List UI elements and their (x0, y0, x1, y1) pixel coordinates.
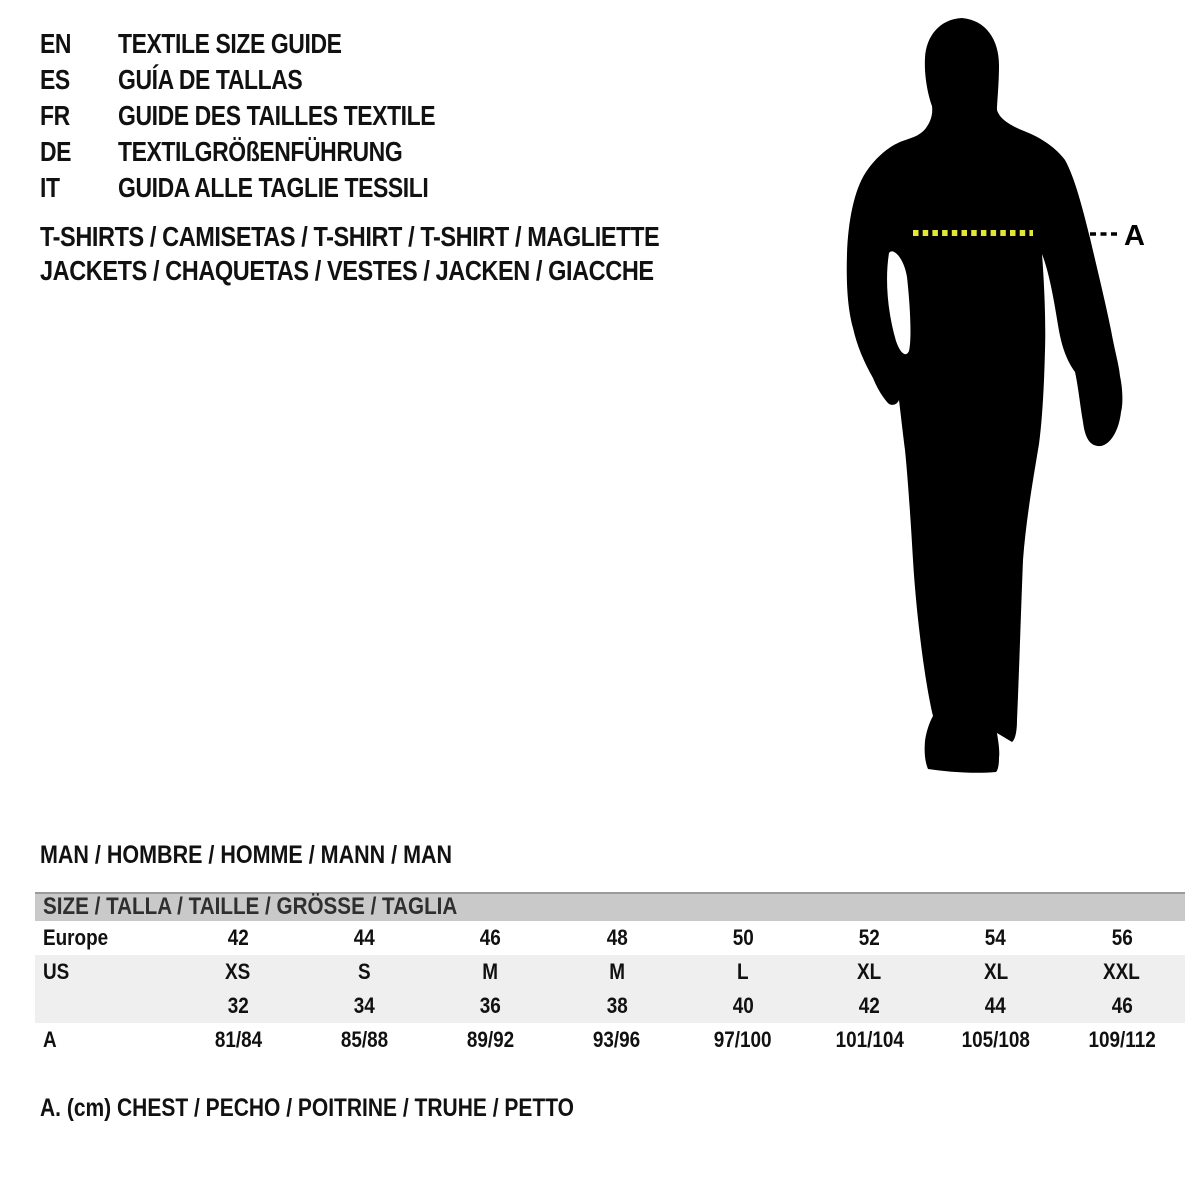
size-value-text: XS (225, 959, 251, 984)
size-value-text: 50 (732, 925, 754, 950)
size-value (428, 925, 554, 951)
size-value-text: 46 (1111, 993, 1133, 1018)
size-value (680, 959, 806, 985)
size-row-label-text: A (43, 1027, 57, 1052)
size-value-text: 36 (480, 993, 502, 1018)
language-code-text: DE (40, 136, 72, 167)
size-value (680, 1027, 806, 1053)
language-label (118, 172, 505, 204)
size-row (35, 989, 1185, 1023)
language-code (40, 100, 118, 132)
man-silhouette-figure (840, 10, 1160, 800)
size-value-text: 44 (985, 993, 1007, 1018)
language-code (40, 64, 118, 96)
size-value (175, 959, 301, 985)
size-table (35, 892, 1185, 1057)
size-value-text: 52 (858, 925, 880, 950)
size-value-text: 85/88 (340, 1027, 389, 1052)
language-label-text: GUÍA DE TALLAS (118, 64, 303, 95)
size-value-text: L (737, 959, 749, 984)
size-row-label (35, 1027, 175, 1053)
section-title-text: MAN / HOMBRE / HOMME / MANN / MAN (40, 841, 453, 869)
size-value (554, 993, 680, 1019)
category-list (40, 220, 777, 288)
size-row-label (35, 959, 175, 985)
size-value-text: 38 (606, 993, 628, 1018)
size-value (301, 925, 427, 951)
language-label (118, 100, 505, 132)
size-value (554, 959, 680, 985)
language-label-text: TEXTILE SIZE GUIDE (118, 28, 342, 59)
size-value (1059, 993, 1185, 1019)
size-value-text: 40 (732, 993, 754, 1018)
measure-a-label: A (1124, 220, 1145, 252)
size-value (175, 993, 301, 1019)
size-value (554, 925, 680, 951)
language-code-text: ES (40, 64, 70, 95)
size-value-text: 34 (353, 993, 375, 1018)
category-line (40, 254, 777, 288)
category-line-text: JACKETS / CHAQUETAS / VESTES / JACKEN / GIACCHE (40, 255, 654, 286)
size-value (175, 925, 301, 951)
size-value (806, 959, 932, 985)
language-code-text: FR (40, 100, 70, 131)
size-value-text: 109/112 (1088, 1027, 1156, 1052)
size-value-text: 42 (227, 925, 249, 950)
size-value (933, 959, 1059, 985)
size-value (933, 925, 1059, 951)
size-value-text: 42 (858, 993, 880, 1018)
size-row-us (35, 955, 1185, 989)
size-value-text: M (608, 959, 625, 984)
size-value (301, 993, 427, 1019)
size-row-label (35, 993, 175, 1019)
size-value-text: M (482, 959, 499, 984)
language-label (118, 136, 505, 168)
language-row (40, 98, 505, 134)
size-value (1059, 959, 1185, 985)
language-row (40, 170, 505, 206)
size-value (554, 1027, 680, 1053)
language-row (40, 26, 505, 62)
size-table-header (35, 892, 1185, 921)
size-value-text: 101/104 (835, 1027, 904, 1052)
size-value (1059, 925, 1185, 951)
measurement-footnote (40, 1094, 676, 1123)
category-line-text: T-SHIRTS / CAMISETAS / T-SHIRT / T-SHIRT / MAGLIETTE (40, 221, 660, 252)
language-code-text: EN (40, 28, 72, 59)
size-value-text: 93/96 (593, 1027, 641, 1052)
size-value (806, 1027, 932, 1053)
size-value (933, 993, 1059, 1019)
size-table-body (35, 921, 1185, 1057)
size-value-text: 32 (227, 993, 249, 1018)
language-code (40, 172, 118, 204)
man-silhouette (847, 18, 1123, 773)
size-value-text: XL (857, 959, 882, 984)
category-line (40, 220, 777, 254)
size-value-text: 97/100 (714, 1027, 773, 1052)
size-value-text: 44 (353, 925, 375, 950)
size-value-text: 48 (606, 925, 628, 950)
size-value-text: XL (983, 959, 1008, 984)
size-value (933, 1027, 1059, 1053)
size-value (428, 1027, 554, 1053)
language-label-text: TEXTILGRÖßENFÜHRUNG (118, 136, 403, 167)
size-value-text: 81/84 (214, 1027, 262, 1052)
size-value (680, 993, 806, 1019)
size-value (428, 993, 554, 1019)
size-value-text: 46 (480, 925, 502, 950)
size-row-europe (35, 921, 1185, 955)
section-title (40, 841, 519, 870)
measurement-footnote-text: A. (cm) CHEST / PECHO / POITRINE / TRUHE / PETTO (40, 1094, 575, 1122)
language-label (118, 28, 505, 60)
language-code (40, 28, 118, 60)
language-label-text: GUIDA ALLE TAGLIE TESSILI (118, 172, 429, 203)
language-row (40, 134, 505, 170)
language-label (118, 64, 505, 96)
language-code-text: IT (40, 172, 60, 203)
size-row-a (35, 1023, 1185, 1057)
size-row-label-text: US (43, 959, 70, 984)
size-value-text: 89/92 (466, 1027, 515, 1052)
size-value-text: XXL (1103, 959, 1141, 984)
size-value-text: S (358, 959, 371, 984)
size-value-text: 54 (985, 925, 1007, 950)
size-value (806, 993, 932, 1019)
size-value (806, 925, 932, 951)
size-value-text: 56 (1111, 925, 1133, 950)
language-row (40, 62, 505, 98)
size-value (680, 925, 806, 951)
size-table-header-text: SIZE / TALLA / TAILLE / GRÖSSE / TAGLIA (43, 893, 458, 920)
size-value-text: 105/108 (961, 1027, 1030, 1052)
size-value (301, 1027, 427, 1053)
language-code (40, 136, 118, 168)
size-row-label-text: Europe (43, 925, 109, 950)
size-value (301, 959, 427, 985)
size-row-label (35, 925, 175, 951)
language-list (40, 26, 505, 206)
size-value (428, 959, 554, 985)
language-label-text: GUIDE DES TAILLES TEXTILE (118, 100, 436, 131)
size-value (175, 1027, 301, 1053)
size-value (1059, 1027, 1185, 1053)
